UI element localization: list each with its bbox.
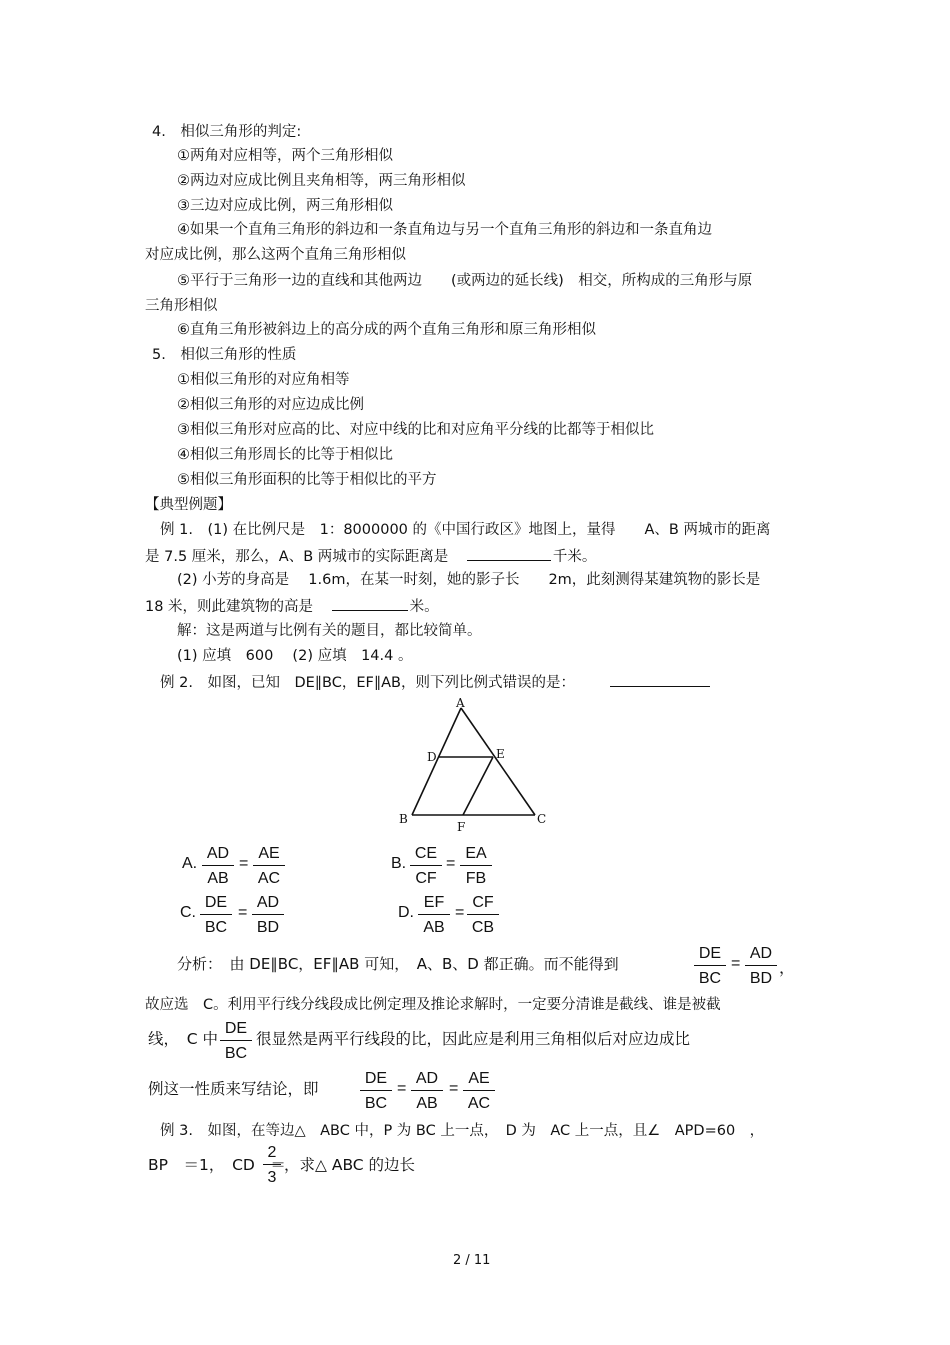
ex2-question-text: 例 2. 如图，已知 DE∥BC，EF∥AB，则下列比例式错误的是： [160,675,575,691]
equals-sign: = [397,1080,407,1097]
point-d-label: D [427,750,437,764]
numerator: AE [258,845,280,862]
conclusion-fraction-3 [463,1069,495,1113]
point-a-label: A [456,696,465,710]
ex1-line1: 例 1. (1) 在比例尺是 1：8000000 的《中国行政区》地图上，量得 A、B 两城市的距离 [160,522,771,538]
denominator: BC [364,1095,388,1112]
numerator: AD [415,1070,439,1087]
criterion-6: ⑥直角三角形被斜边上的高分成的两个直角三角形和原三角形相似 [177,322,596,338]
numerator: EA [465,845,487,862]
numerator: EF [423,894,445,911]
ex1-line4-text: 18 米，则此建筑物的高是 [145,599,314,615]
numerator: DE [698,945,722,962]
option-b-fraction-right [460,844,492,888]
criterion-5-line2: 三角形相似 [145,298,218,314]
denominator: CF [415,870,437,887]
denominator: BD [256,919,280,936]
equals-sign: = [449,1080,459,1097]
numerator: DE [224,1020,248,1037]
page-number: 2 / 11 [453,1253,491,1268]
ex3-line2-end: ，求△ ABC 的边长 [284,1156,416,1174]
denominator: AB [416,1095,438,1112]
property-4: ④相似三角形周长的比等于相似比 [177,447,393,463]
point-f-label: F [457,820,466,834]
ex1-line2 [145,546,596,566]
criterion-1: ①两角对应相等，两个三角形相似 [177,148,393,164]
numerator: DE [204,894,228,911]
analysis-line3-start: 线， C 中 [148,1030,219,1048]
denominator: FB [465,870,487,887]
numerator: AD [749,945,773,962]
option-b-tag: B. [391,855,407,872]
equals-sign: = [238,904,248,921]
option-a-fraction-left [202,844,234,888]
examples-heading: 【典型例题】 [145,497,232,513]
denominator: BC [224,1045,248,1062]
analysis-line1: 分析： 由 DE∥BC，EF∥AB 可知， A、B、D 都正确。而不能得到 [177,955,619,973]
denominator: AB [423,919,445,936]
analysis-comma: ， [779,960,796,977]
ex1-line4-unit: 米。 [409,599,439,615]
denominator: BC [698,970,722,987]
option-b-fraction-left [410,844,442,888]
property-3: ③相似三角形对应高的比、对应中线的比和对应角平分线的比都等于相似比 [177,422,654,438]
numerator: 2 [267,1144,277,1161]
ex1-line2-unit: 千米。 [552,549,597,565]
ex1-answer-blank-2[interactable] [332,596,408,611]
point-b-label: B [399,812,408,826]
criterion-4-line2: 对应成比例，那么这两个直角三角形相似 [145,247,406,263]
property-1: ①相似三角形的对应角相等 [177,372,350,388]
ex1-line2-text: 是 7.5 厘米，那么，A、B 两城市的实际距离是 [145,549,449,565]
analysis-line3-end: 很显然是两平行线段的比，因此应是利用三角相似后对应边成比 [256,1030,691,1048]
denominator: CB [471,919,495,936]
numerator: CF [472,894,494,911]
equals-sign: = [731,955,741,972]
analysis-line4-start: 例这一性质来写结论，即 [148,1080,319,1098]
ex1-line3: (2) 小芳的身高是 1.6m，在某一时刻，她的影子长 2m，此刻测得某建筑物的影长是 [177,572,761,588]
segment-ef [463,757,493,815]
property-2: ②相似三角形的对应边成比例 [177,397,364,413]
point-e-label: E [496,747,505,761]
option-c-fraction-right [252,893,284,937]
analysis-fraction-de-bc [220,1019,252,1063]
denominator: AC [257,870,281,887]
section-4-title: 4. 相似三角形的判定: [152,124,302,140]
numerator: AE [468,1070,490,1087]
ex1-answer: (1) 应填 600 (2) 应填 14.4 。 [177,648,413,664]
equals-sign: = [455,904,465,921]
option-a-fraction-right [253,844,285,888]
ex3-fraction-cd [263,1143,281,1187]
denominator: BC [204,919,228,936]
denominator: BD [749,970,773,987]
ex3-line2-start: BP ＝1， CD ＝ [148,1156,286,1174]
point-c-label: C [537,812,547,826]
equals-sign: = [239,855,249,872]
numerator: AD [206,845,230,862]
option-d-fraction-left [418,893,450,937]
conclusion-fraction-1 [360,1069,392,1113]
analysis-line2: 故应选 C。利用平行线分线段成比例定理及推论求解时，一定要分清谁是截线、谁是被截 [145,997,721,1013]
option-d-fraction-right [467,893,499,937]
analysis-fraction-right [745,944,777,988]
option-d-tag: D. [398,904,414,921]
numerator: DE [364,1070,388,1087]
section-5-title: 5. 相似三角形的性质 [152,347,297,363]
criterion-3: ③三边对应成比例，两三角形相似 [177,198,393,214]
ex1-answer-blank-1[interactable] [467,546,551,561]
triangle-diagram [395,695,555,835]
criterion-5-line1: ⑤平行于三角形一边的直线和其他两边 (或两边的延长线) 相交，所构成的三角形与原 [177,273,753,289]
option-a-tag: A. [182,855,198,872]
ex1-solution: 解：这是两道与比例有关的题目，都比较简单。 [177,623,482,639]
equals-sign: = [446,855,456,872]
analysis-fraction-left [694,944,726,988]
ex2-answer-blank[interactable] [610,672,710,687]
criterion-4-line1: ④如果一个直角三角形的斜边和一条直角边与另一个直角三角形的斜边和一条直角边 [177,222,712,238]
ex2-question [160,672,710,692]
denominator: AC [467,1095,491,1112]
option-c-fraction-left [200,893,232,937]
ex1-line4 [145,596,439,616]
denominator: AB [207,870,229,887]
numerator: AD [256,894,280,911]
ex3-line1: 例 3. 如图，在等边△ ABC 中，P 为 BC 上一点， D 为 AC 上一点，且∠ APD=60 ， [160,1123,765,1139]
property-5: ⑤相似三角形面积的比等于相似比的平方 [177,472,437,488]
option-c-tag: C. [180,904,196,921]
conclusion-fraction-2 [411,1069,443,1113]
denominator: 3 [267,1169,277,1186]
criterion-2: ②两边对应成比例且夹角相等，两三角形相似 [177,173,466,189]
numerator: CE [414,845,438,862]
